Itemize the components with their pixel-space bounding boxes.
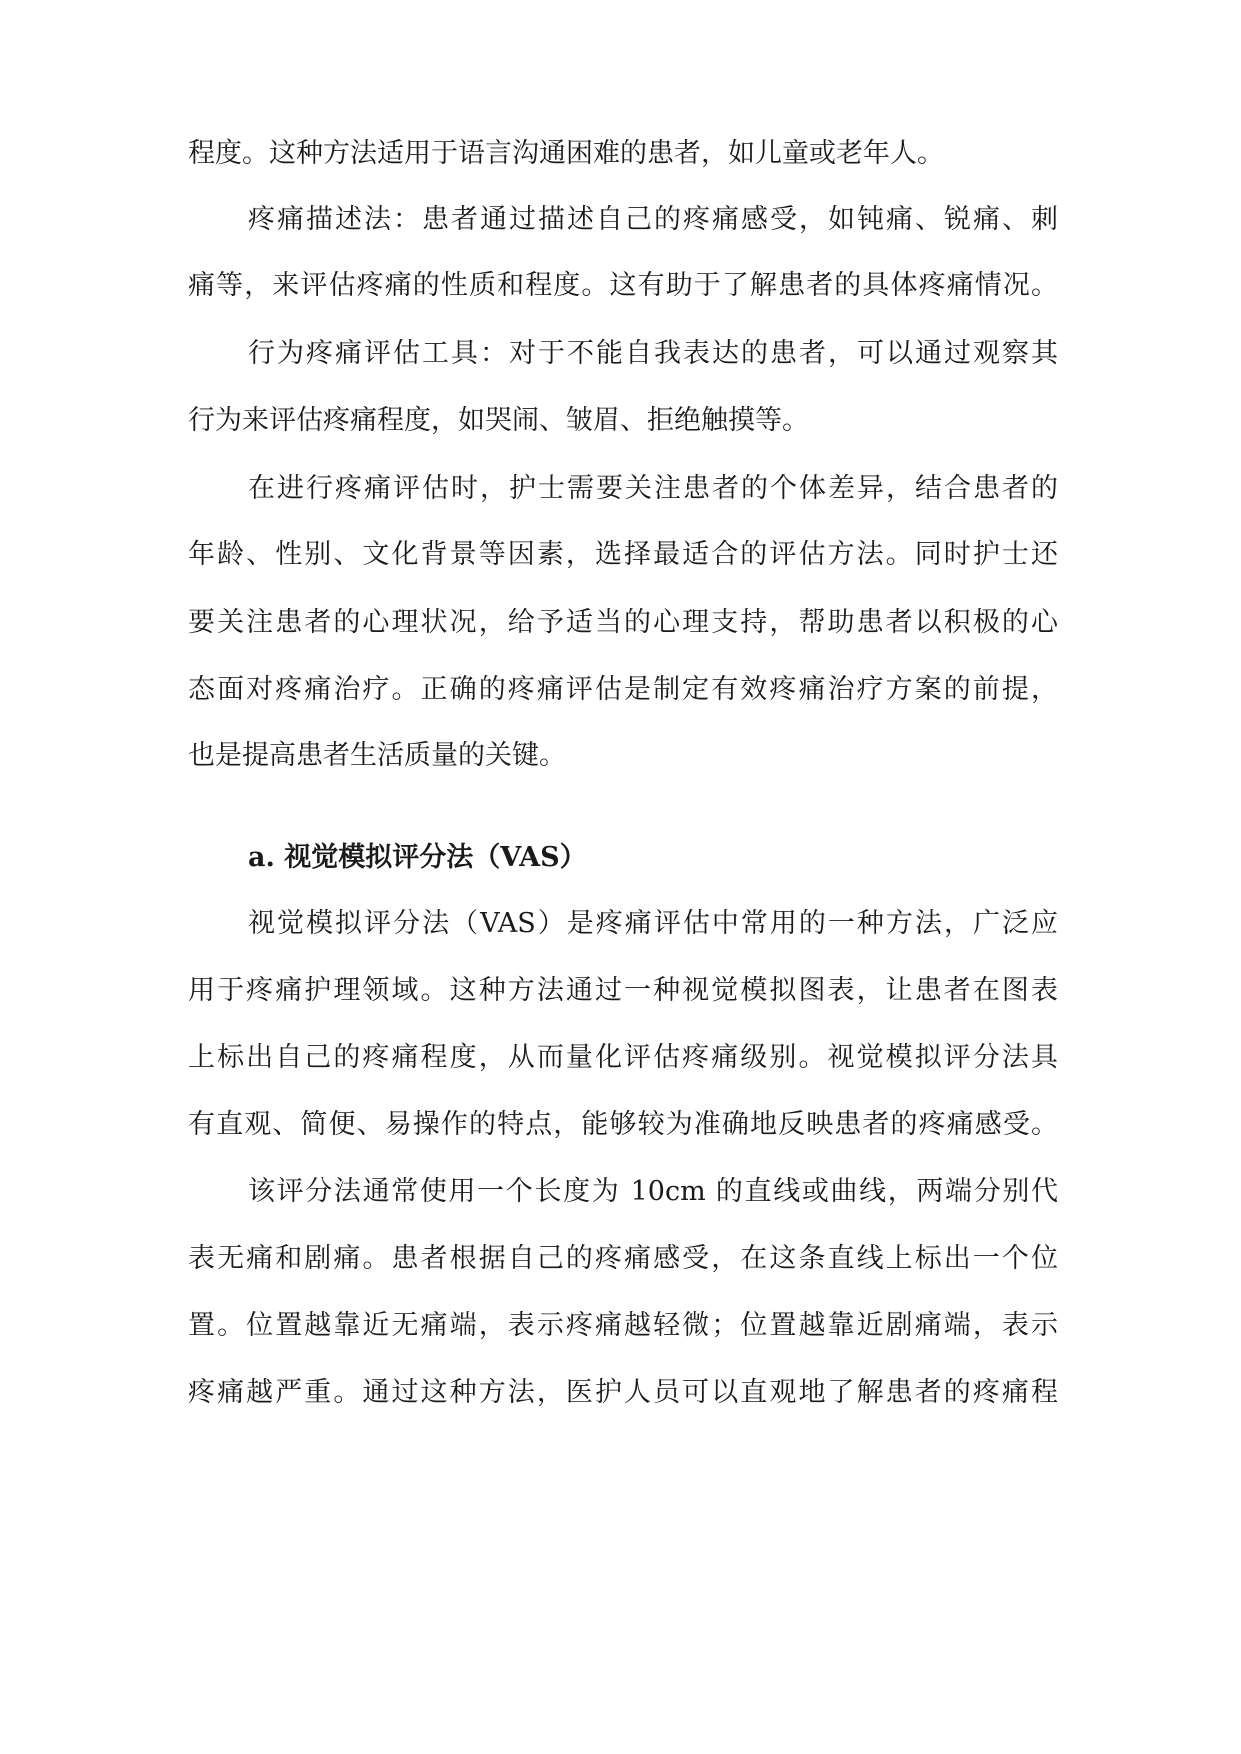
text-line: 上标出自己的疼痛程度，从而量化评估疼痛级别。视觉模拟评分法具 (188, 1042, 1058, 1073)
text-line: 该评分法通常使用一个长度为 10cm 的直线或曲线，两端分别代 (248, 1176, 1058, 1207)
text-line: 痛等，来评估疼痛的性质和程度。这有助于了解患者的具体疼痛情况。 (188, 270, 1058, 301)
text-line: 行为疼痛评估工具：对于不能自我表达的患者，可以通过观察其 (248, 338, 1058, 369)
section-heading: a. 视觉模拟评分法（VAS） (248, 842, 587, 873)
text-line: 用于疼痛护理领域。这种方法通过一种视觉模拟图表，让患者在图表 (188, 975, 1058, 1006)
text-line: 态面对疼痛治疗。正确的疼痛评估是制定有效疼痛治疗方案的前提， (188, 674, 1058, 705)
text-line: 在进行疼痛评估时，护士需要关注患者的个体差异，结合患者的 (248, 473, 1058, 504)
text-line: 视觉模拟评分法（VAS）是疼痛评估中常用的一种方法，广泛应 (248, 908, 1058, 939)
text-line: 疼痛描述法：患者通过描述自己的疼痛感受，如钝痛、锐痛、刺 (248, 204, 1058, 235)
text-line: 也是提高患者生活质量的关键。 (188, 740, 566, 771)
text-line: 年龄、性别、文化背景等因素，选择最适合的评估方法。同时护士还 (188, 539, 1058, 570)
text-line: 表无痛和剧痛。患者根据自己的疼痛感受，在这条直线上标出一个位 (188, 1243, 1058, 1274)
text-line: 有直观、简便、易操作的特点，能够较为准确地反映患者的疼痛感受。 (188, 1109, 1058, 1140)
text-line: 要关注患者的心理状况，给予适当的心理支持，帮助患者以积极的心 (188, 607, 1058, 638)
text-line: 程度。这种方法适用于语言沟通困难的患者，如儿童或老年人。 (188, 138, 944, 169)
text-line: 置。位置越靠近无痛端，表示疼痛越轻微；位置越靠近剧痛端，表示 (188, 1310, 1058, 1341)
text-line: 疼痛越严重。通过这种方法，医护人员可以直观地了解患者的疼痛程 (188, 1377, 1058, 1408)
text-line: 行为来评估疼痛程度，如哭闹、皱眉、拒绝触摸等。 (188, 405, 809, 436)
